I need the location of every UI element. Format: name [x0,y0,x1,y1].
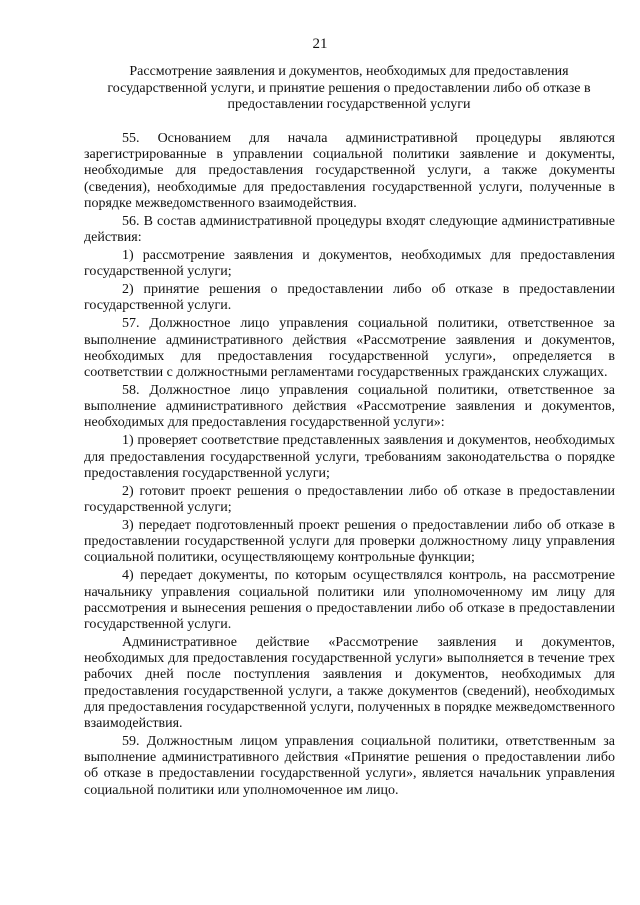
paragraph-58: 58. Должностное лицо управления социальной политики, ответственное за выполнение административного действия «Рассмотрение заявления и документов, необходимых для предоставления государственной услуги»: [84,383,615,431]
paragraph-56-item-2: 2) принятие решения о предоставлении либо об отказе в предоставлении государственной услуги. [84,282,615,314]
section-heading: Рассмотрение заявления и документов, необходимых для предоставления государственной услуги, и принятие решения о предоставлении либо об отказе в предоставлении государственной услуги [107,64,591,112]
document-body [84,131,615,801]
paragraph-59: 59. Должностным лицом управления социальной политики, ответственным за выполнение административного действия «Принятие решения о предоставлении либо об отказе в предоставлении государственной услуги», является начальник управления социальной политики или уполномоченное им лицо. [84,734,615,798]
paragraph-58-item-2: 2) готовит проект решения о предоставлении либо об отказе в предоставлении государственной услуги; [84,483,615,516]
paragraph-57: 57. Должностное лицо управления социальной политики, ответственное за выполнение административного действия «Рассмотрение заявления и документов, необходимых для предоставления государственной услуги», определяется в соответствии с должностными регламентами государственных гражданских служащих. [84,316,615,381]
paragraph-58-item-1: 1) проверяет соответствие представленных заявления и документов, необходимых для предоставления государственной услуги, требованиям законодательства о порядке предоставления государственной услуги; [84,433,615,481]
paragraph-58-item-4: 4) передает документы, по которым осуществлялся контроль, на рассмотрение начальнику управления социальной политики или уполномоченному им лицу для рассмотрения и вынесения решения о предоставлении либо об отказе в предоставлении государственной услуги. [84,568,615,633]
page-number: 21 [312,36,328,52]
paragraph-56-item-1: 1) рассмотрение заявления и документов, необходимых для предоставления государственной услуги; [84,248,615,280]
paragraph-55: 55. Основанием для начала административной процедуры являются зарегистрированные в управлении социальной политики заявление и документы, необходимые для предоставления государственной услуги, а также документы (сведения), необходимые для предоставления государственной услуги, полученные в порядке межведомственного взаимодействия. [84,131,615,211]
paragraph-56: 56. В состав административной процедуры входят следующие административные действия: [84,213,615,246]
paragraph-58-item-3: 3) передает подготовленный проект решения о предоставлении либо об отказе в предоставлении государственной услуги для проверки должностному лицу управления социальной политики, осуществляющему контрольные функции; [84,518,615,566]
paragraph-58-timing: Административное действие «Рассмотрение заявления и документов, необходимых для предоставления государственной услуги» выполняется в течение трех рабочих дней после поступления заявления и документов, необходимых для предоставления государственной услуги, а также документов (сведений), необходимых для предоставления государственной услуги, полученных в порядке межведомственного взаимодействия. [84,635,615,732]
